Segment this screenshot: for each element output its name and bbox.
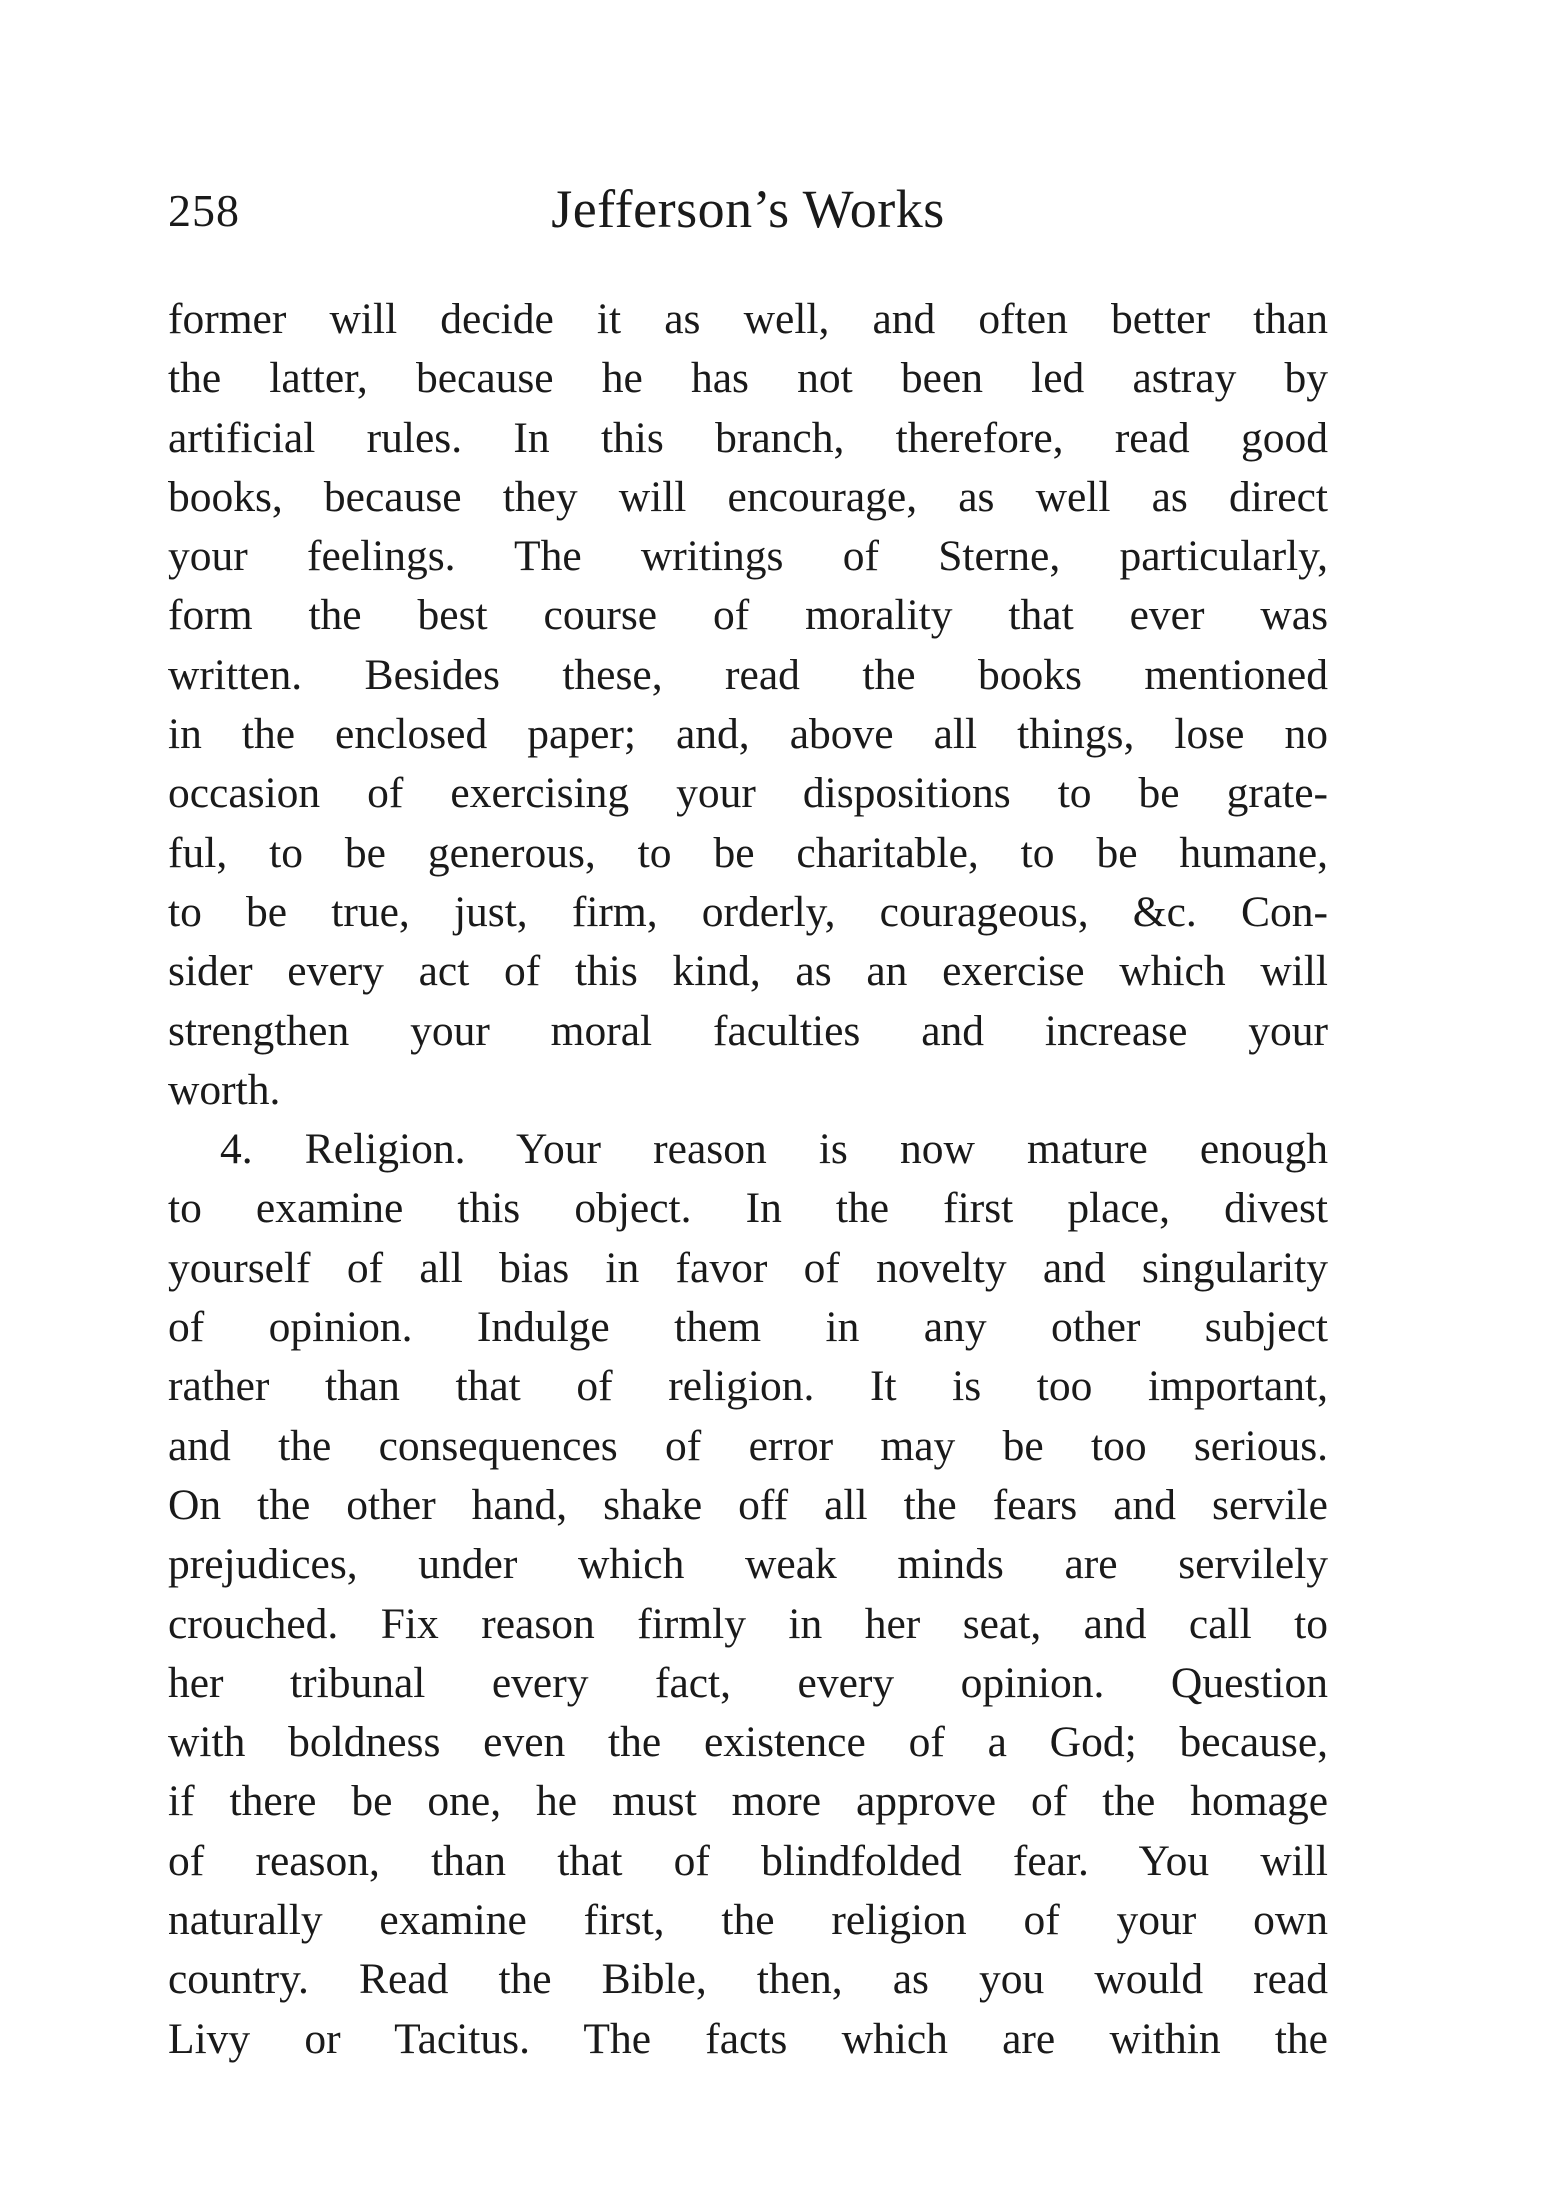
text-line: with boldness even the existence of a God; because, — [168, 1718, 1328, 1767]
text-line: sider every act of this kind, as an exercise which will — [168, 947, 1328, 996]
text-line: the latter, because he has not been led astray by — [168, 354, 1328, 403]
text-line: written. Besides these, read the books mentioned — [168, 650, 1328, 699]
paragraph-first-line: 4. Religion. Your reason is now mature enough — [220, 1125, 1328, 1174]
text-line: former will decide it as well, and often better than — [168, 295, 1328, 343]
text-line: form the best course of morality that ever was — [168, 591, 1328, 640]
body-text — [168, 290, 1328, 2069]
text-line: if there be one, he must more approve of the homage — [168, 1777, 1328, 1826]
text-line: prejudices, under which weak minds are servilely — [168, 1540, 1328, 1589]
text-line: to be true, just, firm, orderly, courageous, &c. Con- — [168, 887, 1328, 936]
text-line: naturally examine first, the religion of your own — [168, 1896, 1328, 1945]
text-line: worth. — [168, 1065, 281, 1114]
running-title: Jefferson’s Works — [551, 179, 945, 239]
text-line: crouched. Fix reason firmly in her seat, and call to — [168, 1599, 1328, 1648]
text-line: ful, to be generous, to be charitable, to be humane, — [168, 828, 1328, 877]
text-line: to examine this object. In the first place, divest — [168, 1184, 1328, 1233]
page-number: 258 — [168, 185, 240, 236]
text-line: On the other hand, shake off all the fears and servile — [168, 1480, 1328, 1529]
text-line: yourself of all bias in favor of novelty and singularity — [168, 1243, 1328, 1292]
text-line: occasion of exercising your dispositions to be grate- — [168, 769, 1328, 818]
text-line: books, because they will encourage, as well as direct — [168, 472, 1328, 521]
text-line: and the consequences of error may be too serious. — [168, 1421, 1328, 1470]
text-line: rather than that of religion. It is too important, — [168, 1362, 1328, 1411]
text-line: her tribunal every fact, every opinion. Question — [168, 1658, 1328, 1707]
text-line: your feelings. The writings of Sterne, particularly, — [168, 532, 1328, 581]
text-line: of opinion. Indulge them in any other subject — [168, 1303, 1328, 1352]
text-line: country. Read the Bible, then, as you would read — [168, 1955, 1328, 2004]
running-head — [168, 178, 1328, 248]
text-line: in the enclosed paper; and, above all things, lose no — [168, 710, 1328, 759]
text-line: Livy or Tacitus. The facts which are within the — [168, 2014, 1328, 2063]
text-line: of reason, than that of blindfolded fear. You will — [168, 1836, 1328, 1885]
text-line: strengthen your moral faculties and increase your — [168, 1006, 1328, 1055]
text-line: artificial rules. In this branch, therefore, read good — [168, 413, 1328, 462]
